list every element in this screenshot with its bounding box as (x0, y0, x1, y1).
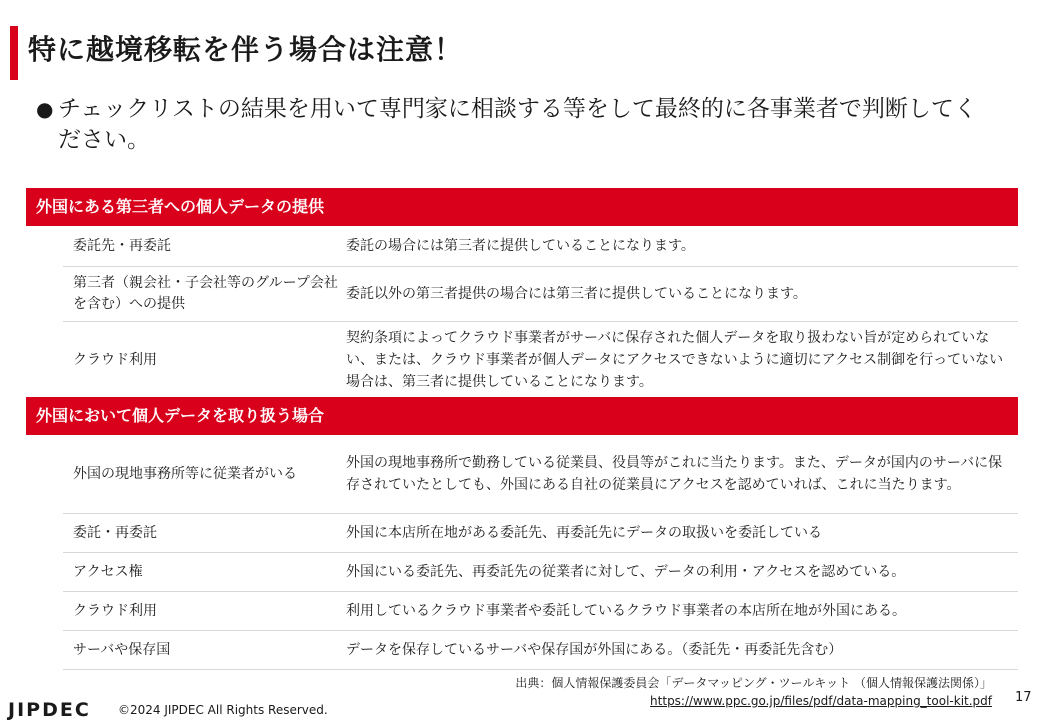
table-row (63, 592, 1018, 631)
row-description: データを保存しているサーバや保存国が外国にある。（委託先・再委託先含む） (346, 642, 843, 658)
section-provision (26, 188, 1018, 398)
table-row (63, 514, 1018, 553)
table-row (63, 267, 1018, 322)
bullet-text: チェックリストの結果を用いて専門家に相談する等をして最終的に各事業者で判断してください。 (58, 96, 977, 153)
page-title: 特に越境移転を伴う場合は注意！ (28, 33, 464, 66)
section-header: 外国において個人データを取り扱う場合 (26, 397, 1018, 435)
row-description: 委託以外の第三者提供の場合には第三者に提供していることになります。 (346, 286, 807, 302)
section-handling-abroad (26, 397, 1018, 670)
table-row (63, 631, 1018, 670)
table-row (63, 553, 1018, 592)
row-description: 外国に本店所在地がある委託先、再委託先にデータの取扱いを委託している (346, 525, 822, 541)
source-link[interactable]: https://www.ppc.go.jp/files/pdf/data-mapping_tool-kit.pdf (650, 694, 992, 708)
page-number: 17 (1015, 690, 1032, 705)
row-description: 外国の現地事務所で勤務している従業員、役員等がこれに当たります。また、データが国内のサーバに保存されていたとしても、外国にある自社の従業員にアクセスを認めていれば、これに当たります。 (346, 455, 1003, 493)
title-accent-bar (10, 26, 18, 80)
bullet-point (36, 94, 996, 156)
source-text: 出典：個人情報保護委員会「データマッピング・ツールキット （個人情報保護法関係）」 (515, 676, 992, 690)
table-row (63, 322, 1018, 398)
jipdec-logo (8, 699, 91, 721)
section-header: 外国にある第三者への個人データの提供 (26, 188, 1018, 226)
row-label: アクセス権 (73, 563, 143, 580)
row-label: サーバや保存国 (73, 641, 171, 658)
row-description: 外国にいる委託先、再委託先の従業者に対して、データの利用・アクセスを認めている。 (346, 564, 906, 580)
row-label: 外国の現地事務所等に従業者がいる (73, 465, 297, 482)
source-citation (515, 674, 992, 710)
row-label: 第三者（親会社・子会社等のグループ会社を含む）への提供 (73, 275, 338, 312)
row-label: 委託先・再委託 (73, 237, 171, 254)
bullet-dot-icon: ● (36, 97, 54, 121)
row-description: 委託の場合には第三者に提供していることになります。 (346, 238, 695, 254)
row-label: クラウド利用 (73, 351, 157, 368)
logo-text: JIPDEC (8, 699, 91, 721)
copyright: ©2024 JIPDEC All Rights Reserved. (118, 703, 328, 717)
row-description: 利用しているクラウド事業者や委託しているクラウド事業者の本店所在地が外国にある。 (346, 603, 906, 619)
row-label: 委託・再委託 (73, 524, 157, 541)
row-label: クラウド利用 (73, 602, 157, 619)
table-row (63, 226, 1018, 267)
row-description: 契約条項によってクラウド事業者がサーバに保存された個人データを取り扱わない旨が定められていない、または、クラウド事業者が個人データにアクセスできないように適切にアクセス制御を行っていない場合は、第三者に提供していることになります。 (346, 330, 1004, 390)
table-row (63, 435, 1018, 514)
